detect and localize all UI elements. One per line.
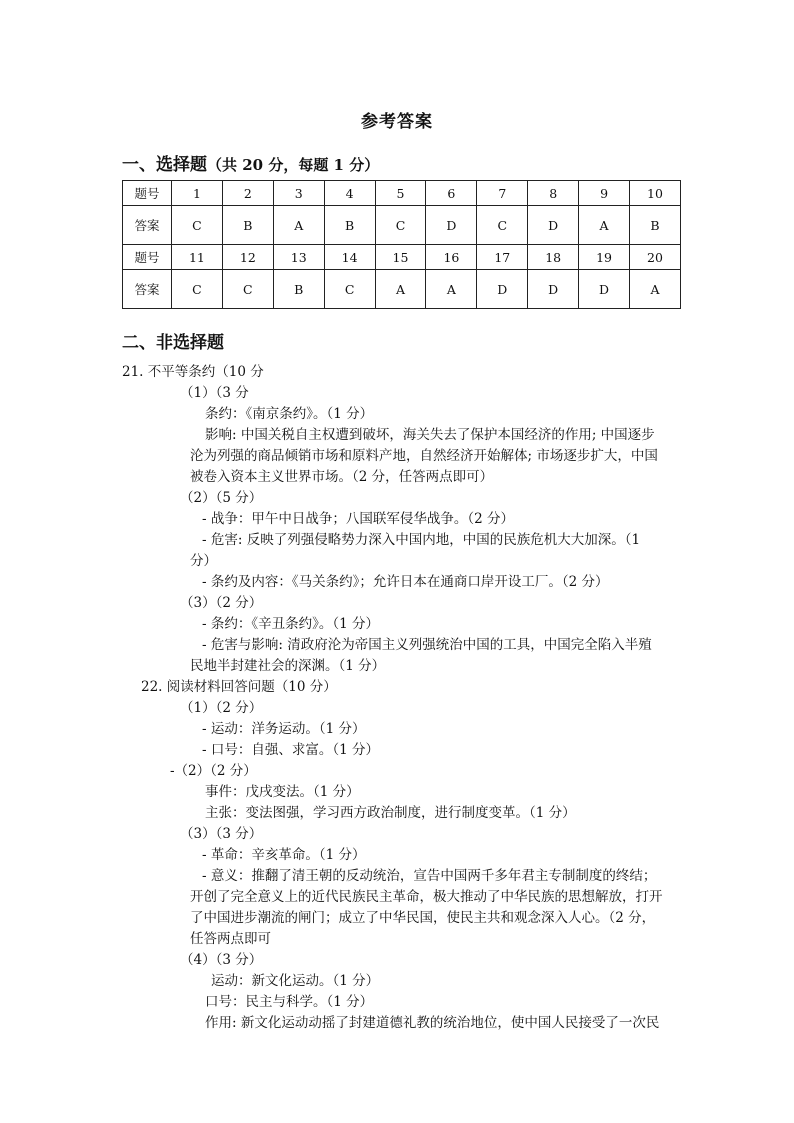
section1-note: （共 20 分，每题 1 分） bbox=[207, 156, 380, 174]
table-cell: 17 bbox=[477, 245, 528, 270]
answer-table bbox=[122, 180, 681, 309]
answer-line: 分） bbox=[190, 553, 217, 569]
table-cell: C bbox=[324, 270, 375, 309]
table-cell: B bbox=[630, 206, 681, 245]
table-row bbox=[123, 181, 681, 206]
table-cell: 6 bbox=[426, 181, 477, 206]
table-cell: 19 bbox=[579, 245, 630, 270]
answer-line: 被卷入资本主义世界市场。（2 分，任答两点即可） bbox=[190, 469, 494, 485]
answer-line: 了中国进步潮流的闸门；成立了中华民国，使民主共和观念深入人心。（2 分， bbox=[190, 910, 656, 926]
section2-heading: 二、非选择题 bbox=[122, 333, 224, 353]
answer-line: - 条约及内容：《马关条约》；允许日本在通商口岸开设工厂。（2 分） bbox=[202, 574, 609, 590]
answer-line: 运动：新文化运动。（1 分） bbox=[211, 973, 380, 989]
table-row bbox=[123, 245, 681, 270]
answer-line: （3）（3 分） bbox=[180, 826, 263, 842]
table-cell: 18 bbox=[528, 245, 579, 270]
row-header: 题号 bbox=[123, 181, 172, 206]
answer-line: （1）（2 分） bbox=[180, 700, 263, 716]
table-cell: D bbox=[528, 270, 579, 309]
answer-line: 作用: 新文化运动动摇了封建道德礼教的统治地位，使中国人民接受了一次民 bbox=[205, 1015, 660, 1031]
answer-line: 21. 不平等条约（10 分 bbox=[122, 364, 264, 380]
table-cell: 20 bbox=[630, 245, 681, 270]
table-cell: 16 bbox=[426, 245, 477, 270]
table-cell: B bbox=[273, 270, 324, 309]
answer-line: 22. 阅读材料回答问题（10 分） bbox=[141, 679, 337, 695]
answer-line: -（2）（2 分） bbox=[170, 763, 257, 779]
table-cell: A bbox=[630, 270, 681, 309]
answer-line: 事件：戊戌变法。（1 分） bbox=[205, 784, 360, 800]
table-cell: C bbox=[222, 270, 273, 309]
page-title: 参考答案 bbox=[361, 112, 433, 132]
table-cell: 2 bbox=[222, 181, 273, 206]
table-cell: 9 bbox=[579, 181, 630, 206]
table-cell: A bbox=[426, 270, 477, 309]
table-cell: C bbox=[172, 206, 223, 245]
table-cell: 12 bbox=[222, 245, 273, 270]
table-cell: A bbox=[375, 270, 426, 309]
table-cell: D bbox=[579, 270, 630, 309]
section1-heading-row bbox=[122, 150, 379, 175]
answer-line: - 意义：推翻了清王朝的反动统治，宣告中国两千多年君主专制制度的终结； bbox=[202, 868, 657, 884]
answer-line: 条约：《南京条约》。（1 分） bbox=[205, 406, 374, 422]
answer-line: 任答两点即可 bbox=[190, 931, 271, 947]
section1-heading: 一、选择题 bbox=[122, 155, 207, 175]
answer-line: 开创了完全意义上的近代民族民主革命，极大推动了中华民族的思想解放，打开 bbox=[190, 889, 663, 905]
answer-line: 民地半封建社会的深渊。（1 分） bbox=[190, 658, 386, 674]
answer-line: - 运动：洋务运动。（1 分） bbox=[202, 721, 366, 737]
table-cell: B bbox=[324, 206, 375, 245]
answer-line: - 革命：辛亥革命。（1 分） bbox=[202, 847, 366, 863]
table-row bbox=[123, 206, 681, 245]
row-header: 答案 bbox=[123, 270, 172, 309]
answer-line: - 口号：自强、求富。（1 分） bbox=[202, 742, 379, 758]
table-cell: 7 bbox=[477, 181, 528, 206]
table-cell: 8 bbox=[528, 181, 579, 206]
answer-line: （2）（5 分） bbox=[180, 490, 263, 506]
answer-line: 主张：变法图强，学习西方政治制度，进行制度变革。（1 分） bbox=[205, 805, 576, 821]
answer-line: （4）（3 分） bbox=[180, 952, 263, 968]
answer-line: - 危害: 反映了列强侵略势力深入中国内地，中国的民族危机大大加深。（1 bbox=[202, 532, 641, 548]
table-cell: 5 bbox=[375, 181, 426, 206]
table-cell: D bbox=[528, 206, 579, 245]
answer-line: 影响: 中国关税自主权遭到破坏，海关失去了保护本国经济的作用; 中国逐步 bbox=[205, 427, 655, 443]
answer-line: （1）（3 分 bbox=[180, 385, 249, 401]
table-cell: 15 bbox=[375, 245, 426, 270]
table-cell: B bbox=[222, 206, 273, 245]
table-cell: D bbox=[426, 206, 477, 245]
table-row bbox=[123, 270, 681, 309]
table-cell: 11 bbox=[172, 245, 223, 270]
table-cell: A bbox=[273, 206, 324, 245]
table-cell: 4 bbox=[324, 181, 375, 206]
table-cell: C bbox=[375, 206, 426, 245]
table-cell: 14 bbox=[324, 245, 375, 270]
table-cell: 3 bbox=[273, 181, 324, 206]
table-cell: A bbox=[579, 206, 630, 245]
table-cell: 10 bbox=[630, 181, 681, 206]
table-cell: D bbox=[477, 270, 528, 309]
table-cell: C bbox=[477, 206, 528, 245]
answer-line: 沦为列强的商品倾销市场和原料产地，自然经济开始解体; 市场逐步扩大，中国 bbox=[190, 448, 658, 464]
row-header: 题号 bbox=[123, 245, 172, 270]
answer-line: - 危害与影响: 清政府沦为帝国主义列强统治中国的工具，中国完全陷入半殖 bbox=[202, 637, 652, 653]
table-cell: 13 bbox=[273, 245, 324, 270]
answer-line: - 战争：甲午中日战争；八国联军侵华战争。（2 分） bbox=[202, 511, 514, 527]
answer-line: （3）（2 分） bbox=[180, 595, 263, 611]
row-header: 答案 bbox=[123, 206, 172, 245]
table-cell: 1 bbox=[172, 181, 223, 206]
answer-line: - 条约：《辛丑条约》。（1 分） bbox=[202, 616, 379, 632]
answer-line: 口号：民主与科学。（1 分） bbox=[205, 994, 374, 1010]
table-cell: C bbox=[172, 270, 223, 309]
